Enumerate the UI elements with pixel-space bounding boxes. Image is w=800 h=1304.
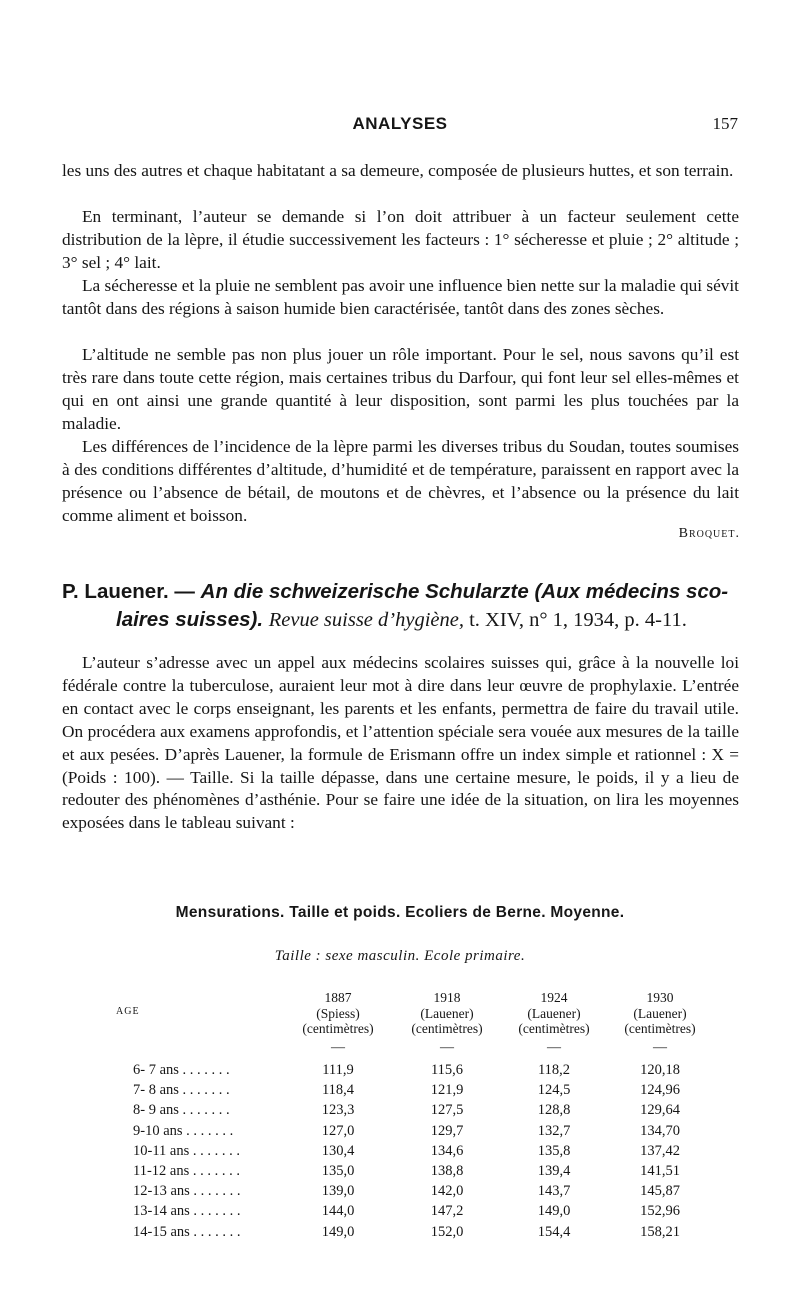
cell-value: 158,21	[640, 1223, 680, 1240]
paragraph: La sécheresse et la pluie ne semblent pas avoir une influence bien nette sur la maladie qui sévit tantôt dans des régions à saison humide bien caractérisée, tantôt dans des zones sèches.	[62, 276, 739, 318]
article-title-french-close: laires suisses).	[116, 608, 264, 631]
column-header	[499, 990, 609, 1037]
article-body: L’auteur s’adresse avec un appel aux médecins scolaires suisses qui, grâce à la nouvelle loi fédérale contre la tuberculose, auraient leur mot à dire dans leur œuvre de prophylaxie. L’entrée en contact avec le corps enseignant, les parents et les enfants, permettra de faire du travail utile. On procédera aux examens approfondis, et l’attention spéciale sera vouée aux mesures de la taille et aux pesées. D’après Lauener, la formule de Erismann offre un index simple et rationnel : X = (Poids : 100). — Taille. Si la taille dépasse, dans une certaine mesure, le poids, il y a lieu de redouter des phénomènes d’asthénie. Pour se faire une idée de la situation, on lira les moyennes exposées dans le tableau suivant :	[62, 653, 739, 833]
cell-value: 118,4	[321, 1082, 355, 1099]
article-title-french-open: (Aux médecins sco-	[528, 580, 729, 603]
cell-value: 118,2	[537, 1062, 571, 1078]
table-row	[0, 1222, 800, 1242]
cell-value: 129,7	[430, 1122, 464, 1139]
cell-value: 111,9	[322, 1062, 354, 1078]
cell-value: 152,0	[430, 1223, 464, 1240]
measurement-table	[0, 990, 800, 1240]
cell-value: 135,0	[321, 1162, 355, 1179]
cell-value: 127,5	[430, 1102, 464, 1119]
column-header	[392, 990, 502, 1037]
cell-value: 121,9	[430, 1082, 464, 1099]
running-title: ANALYSES	[352, 114, 448, 133]
cell-value: 134,6	[430, 1142, 464, 1159]
cell-value: 124,96	[640, 1082, 680, 1099]
journal-name: Revue suisse d’hygiène,	[268, 609, 464, 631]
page-number: 157	[712, 114, 738, 133]
column-year: 1930	[646, 990, 674, 1005]
reviewer-signature: Broquet.	[678, 526, 740, 541]
cell-value: 115,6	[430, 1062, 464, 1078]
column-source: (Lauener)	[527, 1005, 581, 1021]
cell-value: 149,0	[537, 1203, 571, 1220]
age-range: 13-14 ans . . . . . . .	[133, 1203, 241, 1220]
cell-value: 139,0	[321, 1183, 355, 1200]
article-heading	[62, 578, 742, 634]
age-range: 6- 7 ans . . . . . . .	[133, 1062, 230, 1078]
column-source: (Spiess)	[316, 1005, 360, 1021]
column-source: (Lauener)	[633, 1005, 687, 1021]
cell-value: 134,70	[640, 1122, 680, 1139]
cell-value: 123,3	[321, 1102, 355, 1119]
paragraph: L’altitude ne semble pas non plus jouer un rôle important. Pour le sel, nous savons qu’il est très rare dans toute cette région, mais certaines tribus du Darfour, qui font leur sel elles-mêmes et qui en ont ainsi une grande quantité à leur disposition, sont parmi les plus touchées par la maladie.	[62, 345, 739, 433]
column-header	[283, 990, 393, 1037]
cell-value: 149,0	[321, 1223, 355, 1240]
cell-value: 137,42	[640, 1142, 680, 1159]
age-range: 8- 9 ans . . . . . . .	[133, 1102, 230, 1119]
age-range: 12-13 ans . . . . . . .	[133, 1183, 241, 1200]
header-rule: —	[331, 1040, 345, 1055]
cell-value: 142,0	[430, 1183, 464, 1200]
article-heading-line-2	[62, 606, 742, 634]
table-title: Mensurations. Taille et poids. Ecoliers de Berne. Moyenne.	[175, 904, 625, 921]
cell-value: 141,51	[640, 1162, 680, 1179]
age-range: 11-12 ans . . . . . . .	[133, 1162, 240, 1179]
age-range: 10-11 ans . . . . . . .	[133, 1142, 240, 1159]
paragraph: les uns des autres et chaque habitatant a sa demeure, composée de plusieurs huttes, et son terrain.	[62, 161, 734, 180]
cell-value: 132,7	[537, 1122, 571, 1139]
header-rule: —	[440, 1040, 454, 1055]
age-range: 14-15 ans . . . . . . .	[133, 1223, 241, 1240]
column-header	[605, 990, 715, 1037]
column-unit: (centimètres)	[518, 1021, 590, 1036]
page-header	[60, 114, 740, 138]
cell-value: 124,5	[537, 1082, 571, 1099]
table-row	[0, 1060, 800, 1080]
table-row	[0, 1181, 800, 1201]
table-row	[0, 1100, 800, 1120]
article-author: P. Lauener.	[62, 580, 169, 603]
age-range: 9-10 ans . . . . . . .	[133, 1122, 234, 1139]
paragraph: Les différences de l’incidence de la lèpre parmi les diverses tribus du Soudan, toutes soumises à des conditions différentes d’altitude, d’humidité et de température, paraissent en rapport avec la présence ou l’absence de bétail, de moutons et de chèvres, et l’absence ou la présence du lait comme aliment et boisson.	[62, 437, 739, 525]
table-row	[0, 1141, 800, 1161]
cell-value: 147,2	[430, 1203, 464, 1220]
cell-value: 139,4	[537, 1162, 571, 1179]
table-row	[0, 1121, 800, 1141]
cell-value: 127,0	[321, 1122, 355, 1139]
cell-value: 129,64	[640, 1102, 680, 1119]
article-title-german: An die schweizerische Schularzte	[200, 580, 529, 603]
table-row	[0, 1161, 800, 1181]
age-range: 7- 8 ans . . . . . . .	[133, 1082, 230, 1099]
paragraph: En terminant, l’auteur se demande si l’on doit attribuer à un facteur seulement cette distribution de la lèpre, il étudie successivement les facteurs : 1° sécheresse et pluie ; 2° altitude ; 3° sel ; 4° lait.	[62, 207, 739, 272]
cell-value: 143,7	[537, 1183, 571, 1200]
column-unit: (centimètres)	[411, 1021, 483, 1036]
heading-dash: —	[168, 580, 201, 603]
age-column-header: AGE	[116, 1006, 140, 1017]
cell-value: 130,4	[321, 1142, 355, 1159]
column-year: 1918	[433, 990, 461, 1005]
table-row	[0, 1080, 800, 1100]
column-source: (Lauener)	[420, 1005, 474, 1021]
cell-value: 138,8	[430, 1162, 464, 1179]
cell-value: 120,18	[640, 1062, 680, 1078]
column-year: 1887	[324, 990, 352, 1005]
table-row	[0, 1201, 800, 1221]
table-subtitle: Taille : sexe masculin. Ecole primaire.	[274, 948, 526, 964]
cell-value: 128,8	[537, 1102, 571, 1119]
header-rule: —	[653, 1040, 667, 1055]
cell-value: 154,4	[537, 1223, 571, 1240]
cell-value: 152,96	[640, 1203, 680, 1220]
cell-value: 135,8	[537, 1142, 571, 1159]
table-body	[0, 1060, 800, 1242]
citation-details: t. XIV, n° 1, 1934, p. 4-11.	[463, 609, 687, 631]
header-rule: —	[547, 1040, 561, 1055]
column-unit: (centimètres)	[302, 1021, 374, 1036]
column-year: 1924	[540, 990, 568, 1005]
cell-value: 144,0	[321, 1203, 355, 1220]
article-heading-line-1	[62, 578, 742, 606]
cell-value: 145,87	[640, 1183, 680, 1200]
column-unit: (centimètres)	[624, 1021, 696, 1036]
